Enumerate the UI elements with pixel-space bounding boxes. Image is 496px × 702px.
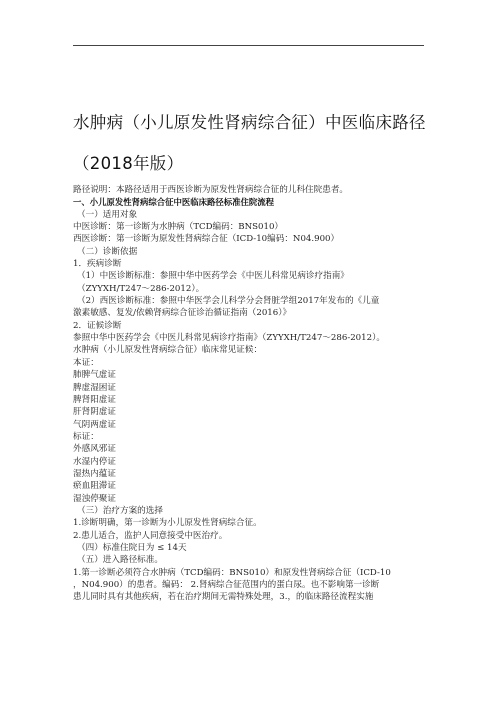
- body-line: 水肿病（小儿原发性肾病综合征）临床常见证候：: [73, 345, 263, 356]
- body-line: 1．疾病诊断: [73, 259, 122, 270]
- document-title: 水肿病（小儿原发性肾病综合征）中医临床路径: [73, 113, 426, 132]
- body-line: 外感风邪证: [73, 444, 116, 455]
- section-heading: 一、小儿原发性肾病综合征中医临床路径标准住院流程: [73, 197, 274, 208]
- body-line: （一）适用对象: [77, 209, 138, 220]
- body-line: 1.第一诊断必须符合水肿病（TCD编码：BNS010）和原发性肾病综合征（ICD-10: [73, 567, 391, 578]
- body-line: （2）西医诊断标准：参照中华医学会儿科学分会肾脏学组2017年发布的《儿童: [77, 296, 380, 307]
- body-line: 中医诊断：第一诊断为水肿病（TCD编码：BNS010）: [73, 222, 284, 233]
- body-line: 参照中华中医药学会《中医儿科常见病诊疗指南》（ZYYXH/T247～286-2012）。: [73, 333, 385, 344]
- body-line: 湿浊停聚证: [73, 493, 116, 504]
- body-line: 湿热内蕴证: [73, 468, 116, 479]
- body-line: （四）标准住院日为 ≤ 14天: [77, 542, 187, 553]
- document-subtitle-year: （2018年版）: [73, 154, 184, 173]
- body-line: 肺脾气虚证: [73, 370, 116, 381]
- body-line: （1）中医诊断标准：参照中华中医药学会《中医儿科常见病诊疗指南》: [77, 271, 349, 282]
- body-line: 本证：: [73, 357, 99, 368]
- body-line: 西医诊断：第一诊断为原发性肾病综合征（ICD-10编码：N04.900）: [73, 234, 340, 245]
- body-line: （ZYYXH/T247～286-2012）。: [77, 283, 205, 294]
- document-body: [73, 184, 425, 604]
- body-line: 路径说明：本路径适用于西医诊断为原发性肾病综合征的儿科住院患者。: [73, 185, 349, 195]
- body-line: 水湿内停证: [73, 456, 116, 467]
- body-line: 瘀血阻滞证: [73, 481, 116, 492]
- body-line: 1.诊断明确，第一诊断为小儿原发性肾病综合征。: [73, 518, 262, 529]
- body-line: 2.患儿适合，监护人同意接受中医治疗。: [73, 530, 228, 541]
- body-line: ，N04.900）的患者。编码： 2.肾病综合征范围内的蛋白尿。也不影响第一诊断: [73, 580, 380, 590]
- body-line: （二）诊断依据: [77, 246, 138, 257]
- header-rule: [73, 45, 424, 46]
- body-line: 患儿同时具有其他疾病，若在治疗期间无需特殊处理，3.，的临床路径流程实施: [73, 592, 374, 603]
- body-line: 激素敏感、复发/依赖肾病综合征诊治循证指南（2016）》: [73, 308, 292, 319]
- body-line: 脾肾阳虚证: [73, 394, 116, 405]
- body-line: （三）治疗方案的选择: [77, 505, 163, 516]
- body-line: 2．证候诊断: [73, 320, 122, 331]
- body-line: 脾虚湿困证: [73, 382, 116, 393]
- body-line: 标证：: [73, 431, 99, 442]
- body-line: （五）进入路径标准。: [77, 555, 163, 566]
- body-line: 肝肾阴虚证: [73, 407, 116, 418]
- body-line: 气阴两虚证: [73, 419, 116, 430]
